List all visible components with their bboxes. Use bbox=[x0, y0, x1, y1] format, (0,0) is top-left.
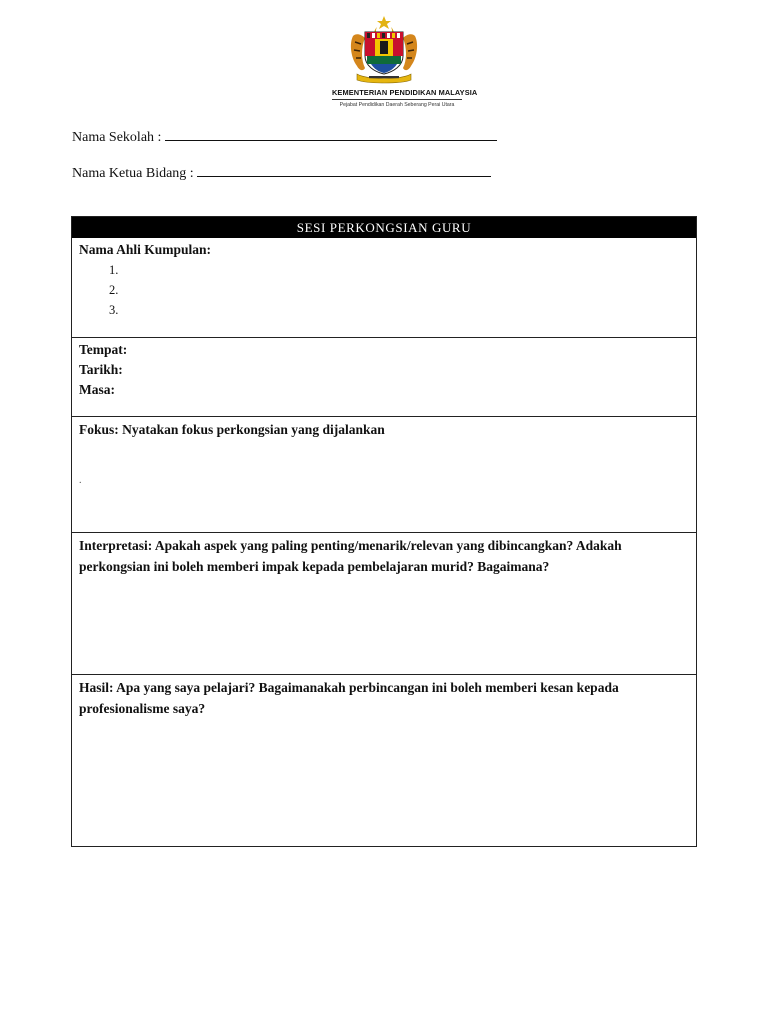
result-prompt: Hasil: Apa yang saya pelajari? Bagaimanakah perbincangan ini boleh memberi kesan kepada profesionalisme saya? bbox=[79, 680, 619, 716]
date-label: Tarikh: bbox=[79, 362, 123, 377]
members-label: Nama Ahli Kumpulan: bbox=[79, 242, 212, 257]
time-label: Masa: bbox=[79, 382, 115, 397]
result-section[interactable] bbox=[72, 674, 696, 848]
focus-prompt: Fokus: Nyatakan fokus perkongsian yang dijalankan bbox=[79, 422, 385, 437]
ministry-block bbox=[332, 88, 478, 108]
head-name-line[interactable] bbox=[197, 164, 491, 177]
school-name-field bbox=[72, 128, 497, 146]
interpretation-prompt: Interpretasi: Apakah aspek yang paling penting/menarik/relevan yang dibincangkan? Adakah perkongsian ini boleh memberi impak kepada pembelajaran murid? Bagaimana? bbox=[79, 538, 622, 574]
member-item: 2. bbox=[109, 283, 119, 297]
members-list bbox=[79, 260, 696, 320]
sharing-session-form bbox=[71, 216, 697, 847]
head-name-field bbox=[72, 164, 491, 182]
member-item: 3. bbox=[109, 303, 119, 317]
head-name-label: Nama Ketua Bidang : bbox=[72, 166, 194, 181]
member-item: 1. bbox=[109, 263, 119, 277]
place-label: Tempat: bbox=[79, 342, 128, 357]
form-title: SESI PERKONGSIAN GURU bbox=[72, 217, 696, 238]
members-section[interactable] bbox=[72, 238, 696, 337]
school-name-label: Nama Sekolah : bbox=[72, 130, 162, 145]
district-office-name: Pejabat Pendidikan Daerah Seberang Perai Utara bbox=[339, 102, 455, 108]
interpretation-section[interactable] bbox=[72, 532, 696, 674]
malaysia-coat-of-arms-icon bbox=[347, 14, 421, 84]
ministry-divider bbox=[332, 99, 462, 100]
crest-container bbox=[0, 14, 768, 84]
ministry-name: KEMENTERIAN PENDIDIKAN MALAYSIA bbox=[332, 88, 478, 97]
venue-section[interactable] bbox=[72, 337, 696, 416]
focus-mark: . bbox=[79, 475, 82, 486]
school-name-line[interactable] bbox=[165, 128, 497, 141]
focus-section[interactable] bbox=[72, 416, 696, 532]
